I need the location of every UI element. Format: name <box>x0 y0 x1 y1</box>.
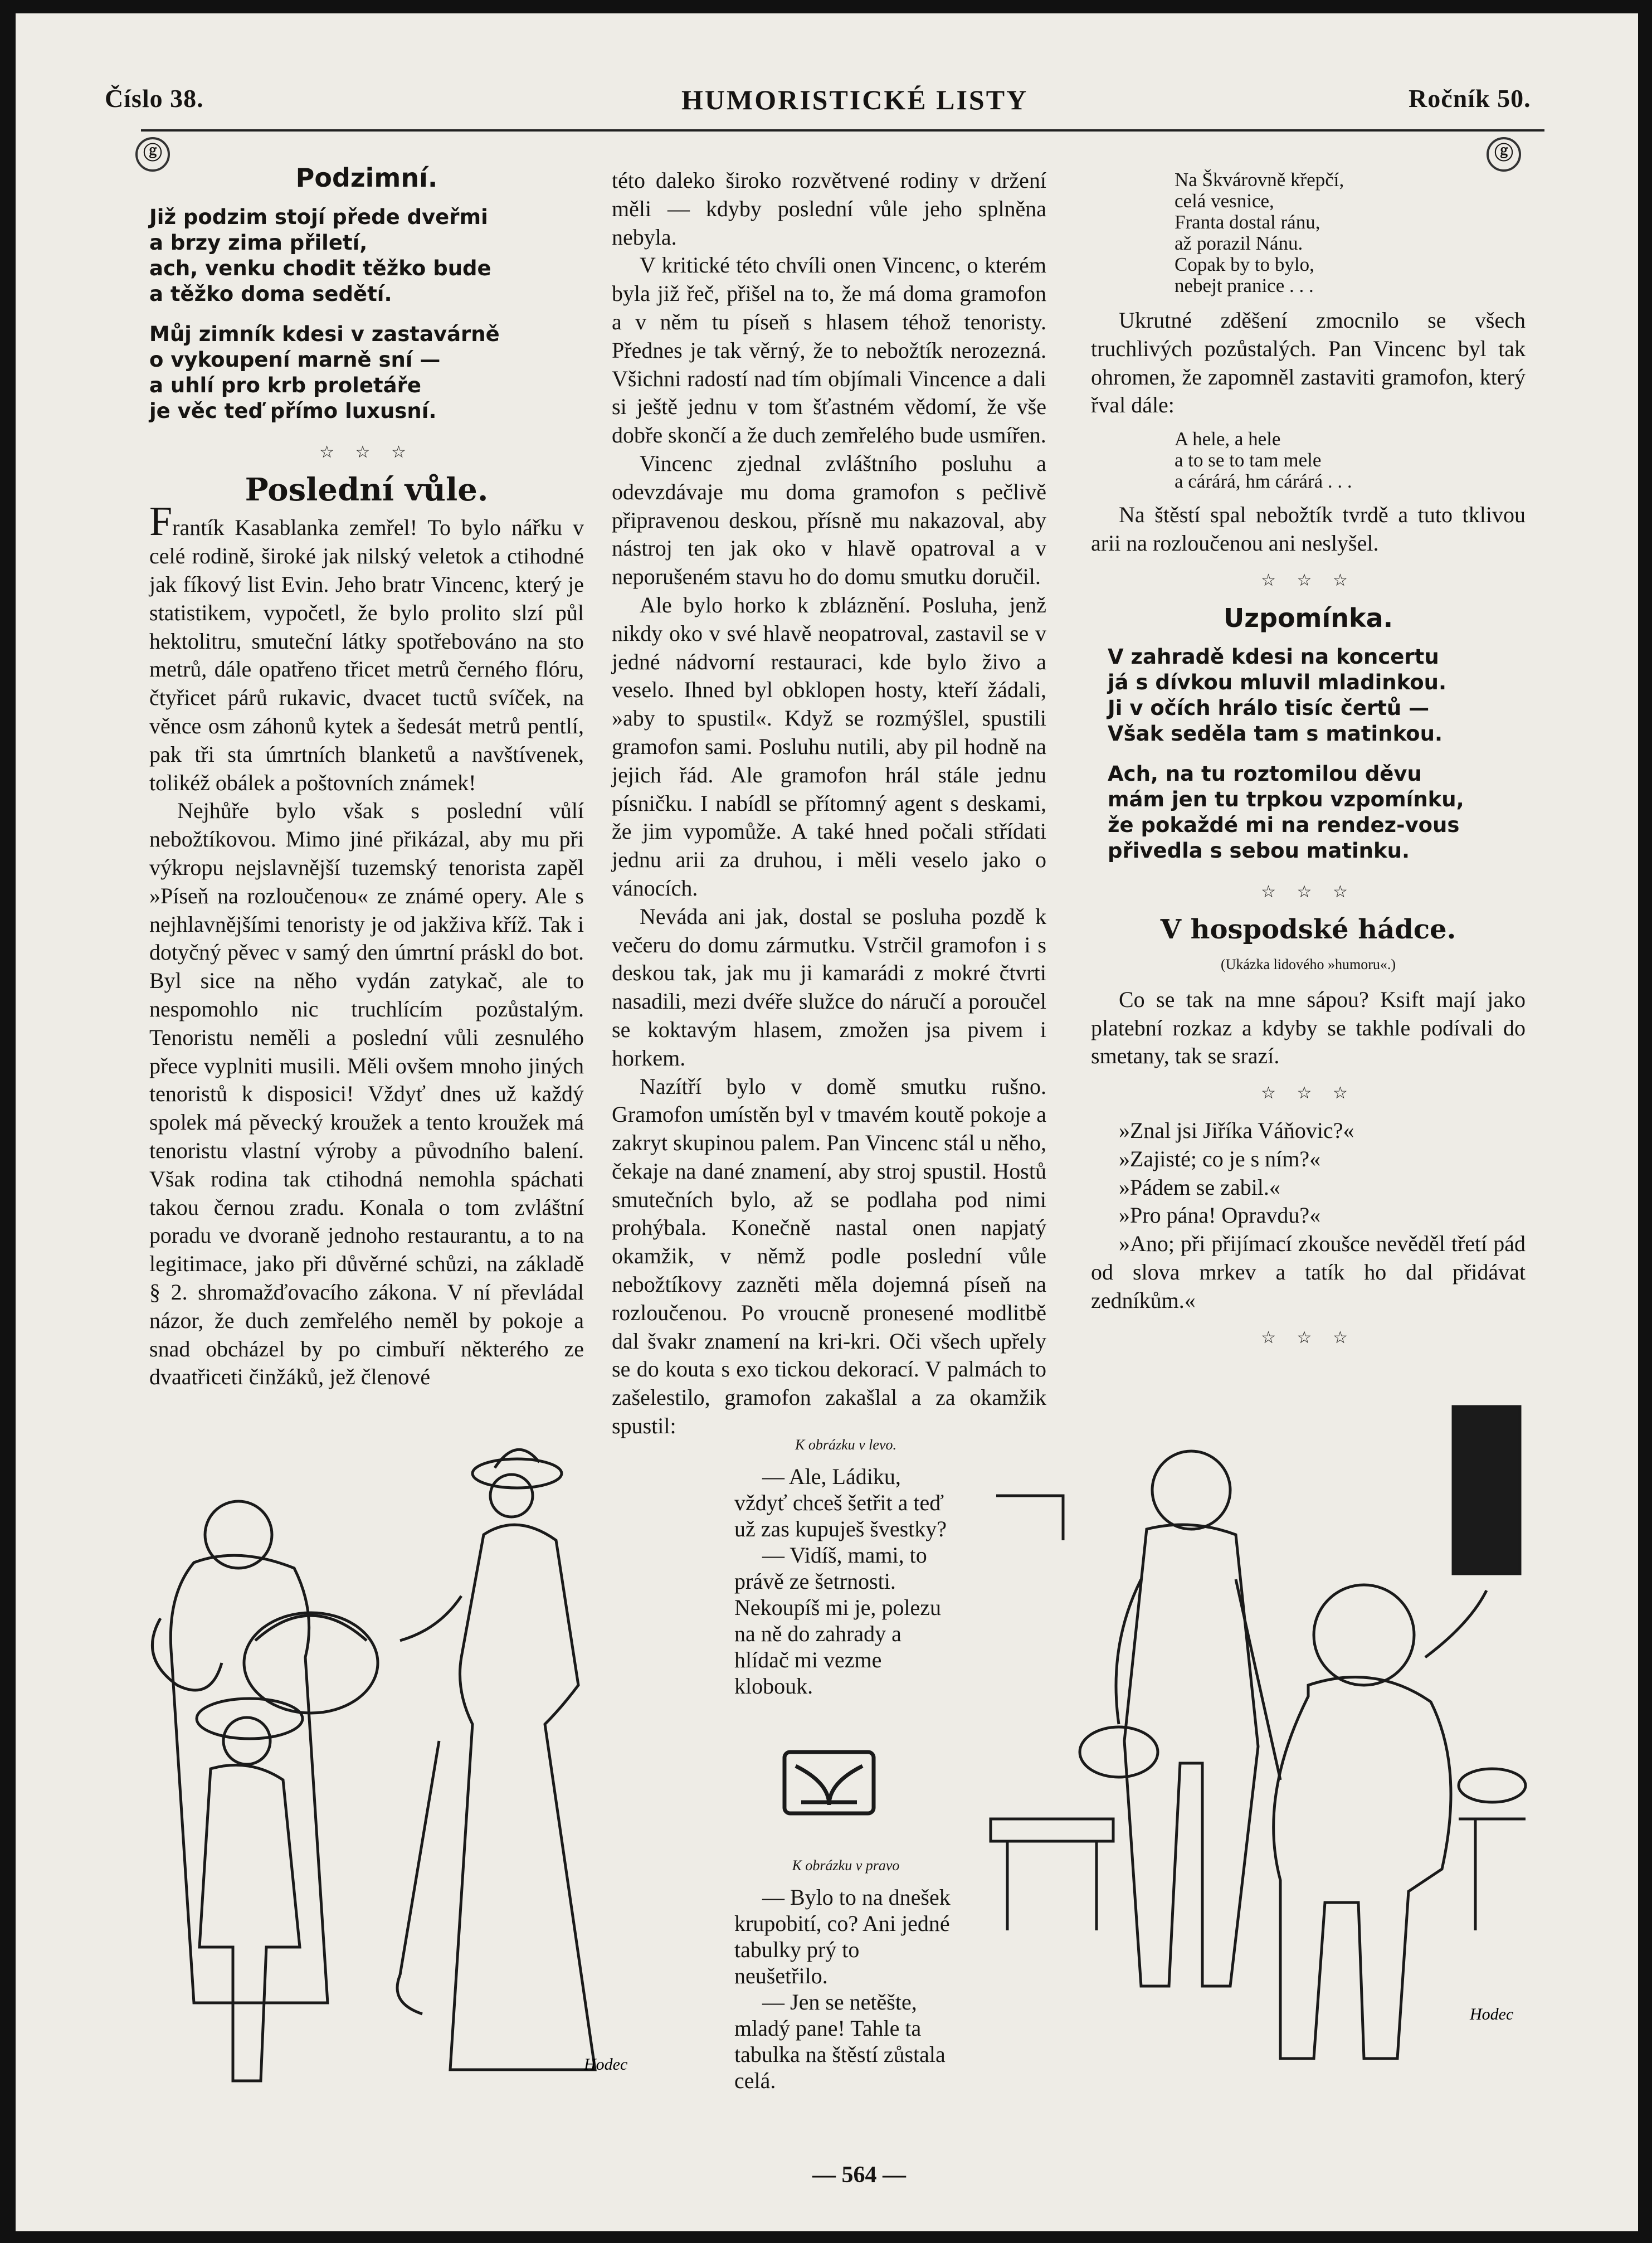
poem-line: Ji v očích hrálo tisíc čertů — <box>1108 696 1430 721</box>
poem-line: že pokaždé mi na rendez-vous <box>1108 813 1460 838</box>
artist-signature: Hodec <box>1470 2005 1514 2023</box>
issue-number: Číslo 38. <box>105 84 204 113</box>
page-number: — 564 — <box>812 2162 906 2188</box>
story-paragraph: Neváda ani jak, dostal se posluha pozdě k večeru do domu zármutku. Vstrčil gramofon i s deskou tak, jak mu ji kamarádi z mokré čtvrti nasadili, mezi dvéře služce do náručí a poroučel se koktavým hlasem, zmožen jsa pivem i horkem. <box>612 903 1046 1071</box>
poem-line: o vykoupení marně sní — <box>149 347 441 372</box>
story-paragraph: Frantík Kasablanka zemřel! To bylo nářku v celé rodině, široké jak nilský veletok a ctihodné jak fíkový list Evin. Jeho bratr Vincenc, který je statistikem, vypočetl, že bylo prolito slzí půl hektolitru, smuteční látky spotřebováno na sto metrů, dále opatřeno třicet metrů černého flóru, čtyřicet párů rukavic, dvacet tuctů svíček, na věnce osm záhonů kytek a šedesát metrů pentlí, pak tři sta úmrtních blanketů a navštívenek, tolikéž obálek a poštovních známek! <box>149 499 584 795</box>
ornament-right-icon: ⓖ <box>1487 137 1521 172</box>
story-paragraph: Ale bylo horko k zbláznění. Posluha, jenž nikdy oko v své hlavě neopatroval, zastavil se v jedné nádvorní restauraci, kde bylo živo a veselo. Ihned byl obklopen hosty, kteří žádali, »aby to spustil«. Když se rozmýšlel, spustili gramofon sami. Posluhu nutili, aby pil hodně na jejich řád. Ale gramofon hrál stále jednu písničku. I nabídl se přítomný agent s deskami, že jim vypomůže. A také hned počali střídati jednu arii za druhou, i měli veselo jako o vánocích. <box>612 592 1046 901</box>
header-rule <box>141 129 1544 132</box>
illustration-tavern <box>974 1395 1531 2075</box>
caption-heading: K obrázku v pravo <box>792 1857 900 1874</box>
tavern-intro: Co se tak na mne sápou? Ksift mají jako platební rozkaz a kdyby se takhle podívali do smetany, tak se srazí. <box>1091 986 1526 1069</box>
poem-line: Již podzim stojí přede dveřmi <box>149 205 488 229</box>
poem-line: ach, venku chodit těžko bude <box>149 256 491 280</box>
poem-line: V zahradě kdesi na koncertu <box>1108 645 1439 669</box>
tavern-title: V hospodské hádce. <box>1160 914 1456 946</box>
poem-podzimni <box>149 205 584 424</box>
ornament-left-icon: ⓖ <box>135 137 170 172</box>
poem-title-podzimni: Podzimní. <box>295 163 438 193</box>
story-paragraph: Vincenc zjednal zvláštního posluhu a odevzdávaje mu doma gramofon s pečlivě připravenou deskou, přísně mu nakazoval, aby nástroj ten jak oko v hlavě opatroval a v neporušeném stavu ho do domu smutku doručil. <box>612 450 1046 590</box>
caption-line: — Ale, Ládiku, vždyť chceš šetřit a teď už zas kupuješ švestky? <box>734 1464 947 1541</box>
poem-line: a uhlí pro krb proletáře <box>149 373 421 397</box>
poem-line: je věc teď přímo luxusní. <box>149 398 437 423</box>
story-paragraph: Ukrutné zděšení zmocnilo se všech truchlivých pozůstalých. Pan Vincenc byl tak ohromen, že zapomněl zastaviti gramofon, který řval dále: <box>1091 308 1526 418</box>
column-3 <box>1091 169 1526 1361</box>
star-divider: ☆ ☆ ☆ <box>1261 1083 1356 1103</box>
story-paragraph: Nejhůře bylo však s poslední vůlí nebožtíkovou. Mimo jiné přikázal, aby mu při výkropu nejslavnější tuzemský tenorista zapěl »Píseň na rozloučenou« ze známé opery. Ale s nejhlavnějšími tenoristy je od jakživa kříž. Tak i dotyčný pěvec v samý den úmrtní práskl do bot. Byl sice na něho vydán zatykač, ale to nespomohlo nic truchlícím pozůstalým. Tenoristu neměli a poslední vůli zesnulého přece vyplniti musili. Měli ovšem mnoho jiných tenoristů k disposici! Vždyť dnes už každý spolek má pěvecký kroužek a tento kroužek má tenoristu vlastní výroby a původního balení. Však rodina tak ctihodná nemohla spáchati takou černou zradu. Konala o tom zvláštní poradu ve dvoraně jednoho restaurantu, a to na legitimace, jako při důvěrné schůzi, na základě § 2. shromažďovacího zákona. V ní převládal názor, že duch zemřelého neměl by pokoje a snad obcházel by po cimbuří některého ze dvaatřiceti činžáků, jež členové <box>149 798 584 1390</box>
song-verse-1: Na Škvárovně křepčí, celá vesnice, Franta dostal ránu, až porazil Nánu. Copak by to bylo, nebejt pranice . . . <box>1175 169 1344 296</box>
poem-line: mám jen tu trpkou vzpomínku, <box>1108 787 1464 812</box>
star-divider: ☆ ☆ ☆ <box>1261 1327 1356 1347</box>
dialog-line: »Znal jsi Jiříka Váňovic?« <box>1119 1117 1354 1143</box>
dialog-line: »Zajisté; co je s ním?« <box>1119 1146 1321 1171</box>
star-divider: ☆ ☆ ☆ <box>1261 882 1356 902</box>
drop-cap: F <box>149 499 173 545</box>
poem-line: Však seděla tam s matinkou. <box>1108 722 1443 746</box>
illustration-mother-boy <box>127 1407 628 2092</box>
poem-line: přivedla s sebou matinku. <box>1108 839 1410 863</box>
poem-title-uzpominka: Uzpomínka. <box>1223 602 1393 633</box>
page-sheet <box>16 13 1638 2231</box>
caption-line: — Vidíš, mami, to právě ze šetrnosti. Nekoupíš mi je, polezu na ně do zahrady a hlídač mi vezme klobouk. <box>734 1543 942 1699</box>
song-verse-2: A hele, a hele a to se to tam mele a cárárá, hm cárárá . . . <box>1175 428 1352 493</box>
center-ornament-icon <box>779 1746 879 1819</box>
caption-heading: K obrázku v levo. <box>795 1437 896 1453</box>
story-paragraph: této daleko široko rozvětvené rodiny v držení měli — kdyby poslední vůle jeho splněna nebyla. <box>612 168 1046 250</box>
column-2 <box>612 167 1046 1441</box>
poem-line: a těžko doma sedětí. <box>149 281 392 306</box>
poem-line: Můj zimník kdesi v zastavárně <box>149 322 500 346</box>
tavern-subtitle: (Ukázka lidového »humoru«.) <box>1220 956 1396 972</box>
story-title: Poslední vůle. <box>245 471 489 508</box>
story-paragraph: V kritické této chvíli onen Vincenc, o kterém byla již řeč, přišel na to, že má doma gramofon a v něm tu píseň s hlasem téhož tenoristy. Přednes je tak věrný, že to nebožtík nerozezná. Všichni radostí nad tím objímali Vincence a dali si ještě jednu v tom šťastném vědomí, že vše dobře skončí a že duch zemřelého bude usmířen. <box>612 252 1046 448</box>
poem-line: a brzy zima přiletí, <box>149 230 368 255</box>
star-divider: ☆ ☆ ☆ <box>1261 570 1356 590</box>
magazine-title: HUMORISTICKÉ LISTY <box>681 84 1029 115</box>
caption-line: — Bylo to na dnešek krupobití, co? Ani jedné tabulky prý to neušetřilo. <box>734 1885 951 1988</box>
story-paragraph: Na štěstí spal nebožtík tvrdě a tuto tklivou arii na rozloučenou ani neslyšel. <box>1091 502 1526 556</box>
poem-line: já s dívkou mluvil mladinkou. <box>1108 670 1447 695</box>
caption-right <box>734 1852 957 2094</box>
column-1 <box>149 164 584 1391</box>
caption-left <box>734 1432 957 1699</box>
dialog-line: »Pro pána! Opravdu?« <box>1119 1203 1321 1228</box>
story-paragraph: Nazítří bylo v domě smutku rušno. Gramofon umístěn byl v tmavém koutě pokoje a zakryt skupinou palem. Pan Vincenc stál u něho, čekaje na dané znamení, aby stroj spustil. Hostů smutečních bylo, až se podlaha pod nimi prohýbala. Konečně nastal onen napjatý okamžik, v němž podle poslední vůle nebožtíkovy zazněti měla dojemná píseň na rozloučenou. Po vroucně pronesené modlitbě dal švakr znamení na kri-kri. Oči všech upřely se do kouta s exo tickou dekorací. V palmách to zašelestilo, gramofon zakašlal a za okamžik spustil: <box>612 1073 1046 1439</box>
artist-signature: Hodec <box>584 2055 628 2074</box>
poem-line: Ach, na tu roztomilou děvu <box>1108 762 1422 786</box>
volume-number: Ročník 50. <box>1409 84 1531 113</box>
dialog-line: »Pádem se zabil.« <box>1119 1174 1280 1200</box>
caption-line: — Jen se netěšte, mladý pane! Tahle ta tabulka na štěstí zůstala celá. <box>734 1989 946 2093</box>
poem-uzpominka <box>1108 644 1526 864</box>
star-divider: ☆ ☆ ☆ <box>319 442 414 462</box>
dialog-line: »Ano; při přijímací zkoušce nevěděl třetí pád od slova mrkev a tatík ho dal přidávat zedníkům.« <box>1091 1231 1526 1313</box>
